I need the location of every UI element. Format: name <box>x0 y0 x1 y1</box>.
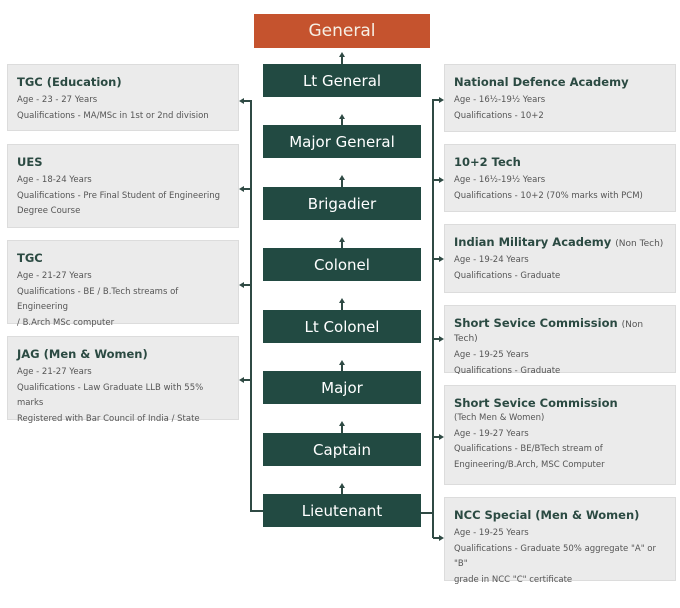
right-bus-line <box>432 99 434 538</box>
entry-title: Short Sevice Commission <box>454 396 618 410</box>
entry-qualification: Qualifications - Graduate <box>454 365 561 376</box>
rank-label: Major <box>321 378 363 397</box>
entry-age: Age - 16½-19½ Years <box>454 95 546 105</box>
connector-line <box>421 512 433 514</box>
rank-label: Captain <box>313 440 371 459</box>
arrow-up-icon <box>339 298 345 303</box>
entry-title-text: Short Sevice Commission <box>454 316 618 330</box>
entry-qualification: / B.Arch MSc computer <box>17 317 115 328</box>
entry-title: JAG (Men & Women) <box>17 347 148 361</box>
rank-general <box>254 14 430 48</box>
entry-qualification: Engineering/B.Arch, MSC Computer <box>454 459 605 470</box>
rank-label: General <box>308 21 376 41</box>
entry-card-ssc-tech <box>444 385 676 485</box>
rank-label: Lt General <box>302 71 382 90</box>
entry-title-note: (Non Tech) <box>615 239 664 249</box>
connector-line <box>250 510 263 512</box>
entry-card-nda <box>444 64 676 132</box>
rank-label: Colonel <box>314 255 370 274</box>
entry-qualification: Qualifications - Graduate <box>454 270 561 281</box>
arrow-up-icon <box>339 483 345 488</box>
connector-line <box>243 188 251 190</box>
rank-captain <box>263 433 421 466</box>
entry-title <box>454 235 667 249</box>
entry-card-10plus2-tech <box>444 144 676 212</box>
entry-title <box>454 316 667 344</box>
rank-lieutenant <box>263 494 421 527</box>
entry-age: Age - 16½-19½ Years <box>454 175 546 185</box>
arrow-up-icon <box>339 421 345 426</box>
entry-qualification: Qualifications - BE/BTech stream of <box>454 444 603 454</box>
entry-title: NCC Special (Men & Women) <box>454 508 640 522</box>
rank-colonel <box>263 248 421 281</box>
arrow-left-icon <box>239 98 244 104</box>
entry-card-tgc <box>7 240 239 328</box>
entry-age: Age - 19-27 Years <box>454 428 529 439</box>
entry-card-ssc-non-tech <box>444 305 676 376</box>
entry-age: Age - 19-24 Years <box>454 255 529 265</box>
entry-title: 10+2 Tech <box>454 155 521 169</box>
arrow-up-icon <box>339 237 345 242</box>
entry-qualification: grade in NCC "C" certificate <box>454 574 573 585</box>
arrow-up-icon <box>339 360 345 365</box>
rank-label: Brigadier <box>307 194 377 213</box>
entry-card-ues <box>7 144 239 228</box>
arrow-left-icon <box>239 282 244 288</box>
entry-age: Age - 21-27 Years <box>17 367 92 377</box>
entry-qualification: Qualifications - Law Graduate LLB with 55% marks <box>17 382 204 408</box>
connector-line <box>243 379 251 381</box>
entry-age: Age - 19-25 Years <box>454 528 529 538</box>
connector-line <box>243 284 251 286</box>
rank-brigadier <box>263 187 421 220</box>
entry-title: TGC <box>17 251 43 265</box>
arrow-left-icon <box>239 186 244 192</box>
entry-title-note: (Non Tech) <box>454 320 644 344</box>
rank-lt-colonel <box>263 310 421 343</box>
rank-lt-general <box>263 64 421 97</box>
entry-card-ncc-special <box>444 497 676 585</box>
entry-qualification: Qualifications - Graduate 50% aggregate "A" or "B" <box>454 543 657 569</box>
entry-qualification: Registered with Bar Council of India / State <box>17 413 200 424</box>
entry-card-tgc-education <box>7 64 239 131</box>
entry-qualification: Qualifications - 10+2 (70% marks with PCM) <box>454 190 643 201</box>
rank-major <box>263 371 421 404</box>
left-bus-line <box>250 100 252 512</box>
rank-label: Lieutenant <box>301 501 383 520</box>
arrow-up-icon <box>339 114 345 119</box>
entry-card-jag <box>7 336 239 424</box>
arrow-left-icon <box>239 377 244 383</box>
entry-qualification: Qualifications - BE / B.Tech streams of Engineering <box>17 286 179 312</box>
rank-label: Lt Colonel <box>304 317 380 336</box>
entry-qualification: Qualifications - 10+2 <box>454 110 544 121</box>
rank-major-general <box>263 125 421 158</box>
entry-age: Age - 23 - 27 Years <box>17 95 98 105</box>
arrow-up-icon <box>339 175 345 180</box>
connector-line <box>243 100 251 102</box>
arrow-up-icon <box>339 52 345 57</box>
entry-title-text: Indian Military Academy <box>454 235 612 249</box>
entry-title: TGC (Education) <box>17 75 122 89</box>
entry-title: UES <box>17 155 43 169</box>
entry-qualification: Qualifications - Pre Final Student of Engineering <box>17 190 220 201</box>
entry-title: National Defence Academy <box>454 75 629 89</box>
entry-age: Age - 21-27 Years <box>17 271 92 281</box>
entry-age: Age - 18-24 Years <box>17 175 92 185</box>
rank-label: Major General <box>289 132 395 151</box>
entry-subtitle: (Tech Men & Women) <box>454 413 545 423</box>
entry-age: Age - 19-25 Years <box>454 350 529 360</box>
entry-qualification: Qualifications - MA/MSc in 1st or 2nd division <box>17 110 209 121</box>
entry-qualification: Degree Course <box>17 206 81 216</box>
entry-card-ima <box>444 224 676 293</box>
